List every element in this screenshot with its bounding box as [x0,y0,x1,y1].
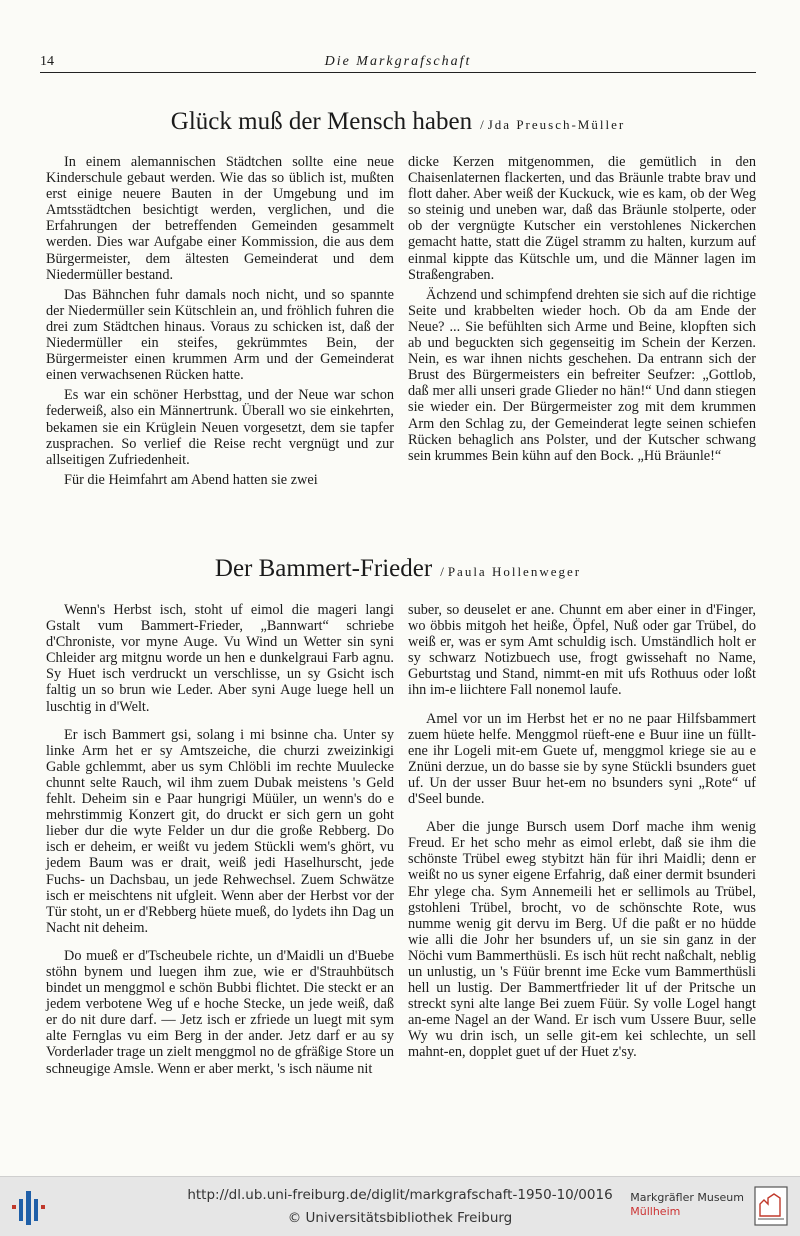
museum-line-2: Müllheim [630,1205,681,1218]
title-separator: / [440,564,444,579]
document-url[interactable]: http://dl.ub.uni-freiburg.de/diglit/markgrafschaft-1950-10/0016 [187,1187,613,1203]
magazine-title: Die Markgrafschaft [324,54,472,69]
paragraph: dicke Kerzen mitgenommen, die gemütlich in den Chaisenlaternen flackerten, und das Bräunle trabte brav und flott daher. Aber weiß der Kuckuck, wie es kam, ob der Weg so steinig und uneben war, daß das Bräunle stolperte, oder ob der vergnügte Kutscher ein verstohlenes Nickerchen gemacht hatte, statt die Zügel stramm zu halten, kurzum auf einmal kippte das Kütschle um, und die Männer lagen im Straßengraben. [408,154,756,283]
paragraph: In einem alemannischen Städtchen sollte eine neue Kinderschule gebaut werden. Wie das so üblich ist, mußten erst einige neuere Bauten in der Umgebung und im Amtsstädtchen besichtigt werden, verglichen, und die Erfahrungen der betreffenden Gemeinden gesammelt werden. Dies war Aufgabe einer Kommission, die aus dem Bürgermeister, dem ältesten Gemeinderat und dem Niedermüller bestand. [46,154,394,283]
paragraph: Aber die junge Bursch usem Dorf mache ihm wenig Freud. Er het scho mehr as eimol erlebt, daß sie ihm die schönste Trübel eweg stybitzt hän für ihri Maidli; denn er weißt no us syner eigene Erfahrig, daß einer dermit bsunderi Ehr ylege cha. Sym Annemeili het er sellimols au Trübel, gstohleni Trübel, brocht, vo de schönschte Rote, wus numme wenig git dervu im Berg. Uf die paßt er no hüdde wie alli die Johr her bsunders uf, un sie sin ganz in der Nöchi vum Bammerthüsli. Es isch hüt recht naßchalt, neblig un unlustig, un 's Füür brennt ime Ecke vum Bammerthüsli hell un lustig. Der Bammertfrieder lit uf der Pritsche un streckt syni alte lange Bei zuem Füür. Sy volle Logel hangt an-eme Nagel an der Wand. Er isch vum Ussere Buur, selle Wy wu drin isch, un selle git-em kei schlechte, un sell mahnt-en, dopplet guet uf der Huet z'sy. [408,819,756,1061]
article1-author: Jda Preusch-Müller [487,117,626,132]
museum-crest-icon [754,1186,788,1226]
museum-line-1: Markgräfler Museum [630,1191,744,1204]
article1-right-column [408,154,756,468]
article2-title: Der Bammert-Frieder [214,555,433,582]
paragraph: Für die Heimfahrt am Abend hatten sie zwei [64,471,318,488]
paragraph: suber, so deuselet er ane. Chunnt em aber einer in d'Finger, wo öbbis mitgoh het heiße, Öpfel, Nuß oder gar Trübel, do weiß er, was er sym Amt schuldig isch. Umständlich holt er sy schwarz Notizbuech use, frogt gwissehaft no Name, Geburtstag und Stand, nimmt-en mit ufs Rothuus oder loßt ihn im-e liichtere Fall nonemol laufe. [408,602,756,699]
paragraph: Amel vor un im Herbst het er no ne paar Hilfsbammert zuem hüete helfe. Menggmol rüeft-ene e Buur iine un füllt-ene ihr Logeli mit-em Guete uf, menggmol kriege sie au e Znüni derzue, un do basse sie by syne Stückli bsunders guet uf. Un der usser Buur het-em no bsunders syni „Rote“ uf d'Seel bunde. [408,710,756,808]
paragraph: Ächzend und schimpfend drehten sie sich auf die richtige Seite und krabbelten wieder hoch. Ob da am Ende der Neue? ... Sie befühlten sich Arme und Beine, klopften sich ab und beguckten sich gegenseitig im Schein der Kerzen. Nein, es war ihnen nichts geschehen. Da entrann sich der Brust des Bürgermeisters ein befreiter Seufzer: „Gottlob, daß mer alli unseri grade Glieder no hän!“ Und dann stiegen sie wieder ein. Der Bürgermeister zog mit dem krummen Arm den Schlag zu, der Gemeinderat legte seinen schiefen Rücken behaglich ans Polster, und der Kutscher schwang sein krummes Bein kühn auf den Bock. „Hü Bräunle!“ [408,286,756,464]
title-separator: / [480,117,484,132]
article1-title: Glück muß der Mensch haben [170,108,473,135]
article2-author: Paula Hollenweger [447,564,582,579]
running-head [40,52,756,73]
article2-left-column [46,602,394,1081]
page-number: 14 [40,54,54,69]
footer-bar [0,1176,800,1236]
paragraph: Das Bähnchen fuhr damals noch nicht, und so spannte der Niedermüller sein Kütschlein an, und fröhlich fuhren die drei zum Städtchen hinaus. Voraus zu schicken ist, daß der Niedermüller ein steifes, gekrümmtes Bein, der Bürgermeister einen krummen Arm und der Gemeinderat einen verwachsenen Rücken hatte. [46,286,394,384]
copyright-notice: © Universitätsbibliothek Freiburg [287,1210,513,1226]
article1-title-line [40,108,756,136]
paragraph: Es war ein schöner Herbsttag, und der Neue war schon federweiß, also ein Männertrunk. Überall wo sie einkehrten, bekamen sie ein Krüglein Neuen vorgesetzt, dem sie tapfer zusprachen. So verlief die Reise recht vergnügt und zur allseitigen Zufriedenheit. [46,387,394,468]
paragraph: Do mueß er d'Tscheubele richte, un d'Maidli un d'Buebe stöhn bynem und luegen ihm zue, wie er d'Strauhbütsch bindet un menggmol e schön Bubbi flichtet. Die steckt er an jedem verbotene Weg uf e hoche Stecke, un jede weiß, daß er do nit dure darf. — Jetz isch er zfriede un luegt mit sym alte Fernglas vu eim Berg in der ander. Jetz darf er au sy Vorderlader trage un zielt menggmol no de gfräßige Store un schneugige Amsle. Wenn er aber merkt, 's isch näume nit [46,947,394,1077]
article1-left-column [46,154,394,492]
paragraph: Er isch Bammert gsi, solang i mi bsinne cha. Unter sy linke Arm het er sy Amtszeiche, die churzi zweizinkigi Gable gchlemmt, aber us sym Chlöbli im rechte Muulecke chunnt selte Rauch, wil ihm zuem Dubak meistens 's Geld fehlt. Deheim sin e Paar hungrigi Müüler, un wenn's do e mehrstimmig Konzert git, do druckt er sich gern un goht lieber dur die wyte Felder un dur die große Rebberg. Do isch er deheim, er weißt vu jedem Stückli wem's ghört, vu jedem Baum was er drait, weiß jedi Haselhurscht, jede Fuchs- un Dachsbau, un jede Rehwechsel. Zuem Schwätze isch er meischtens nit ufgleit. Wenn aber der Herbst vor der Tür stoht, un er d'Rebberg hüete mueß, do lydets ihn Dag un Nacht nit deheim. [46,726,394,936]
article2-right-column [408,602,756,1065]
paragraph: Wenn's Herbst isch, stoht uf eimol die mageri langi Gstalt vum Bammert-Frieder, „Bannwart“ schriebe d'Chroniste, vor myne Auge. Vu Wind un Wetter sin syni Chleider arg mitgnu worde un hen e dunkelgraui Farb agnu. Sy Huet isch verdruckt un verschlisse, un sy Gsicht isch faltig un so brun wie Leder. Aber syni Auge luege hell un luschtig in d'Welt. [46,602,394,715]
museum-name [630,1191,744,1219]
article2-title-line [40,555,756,583]
